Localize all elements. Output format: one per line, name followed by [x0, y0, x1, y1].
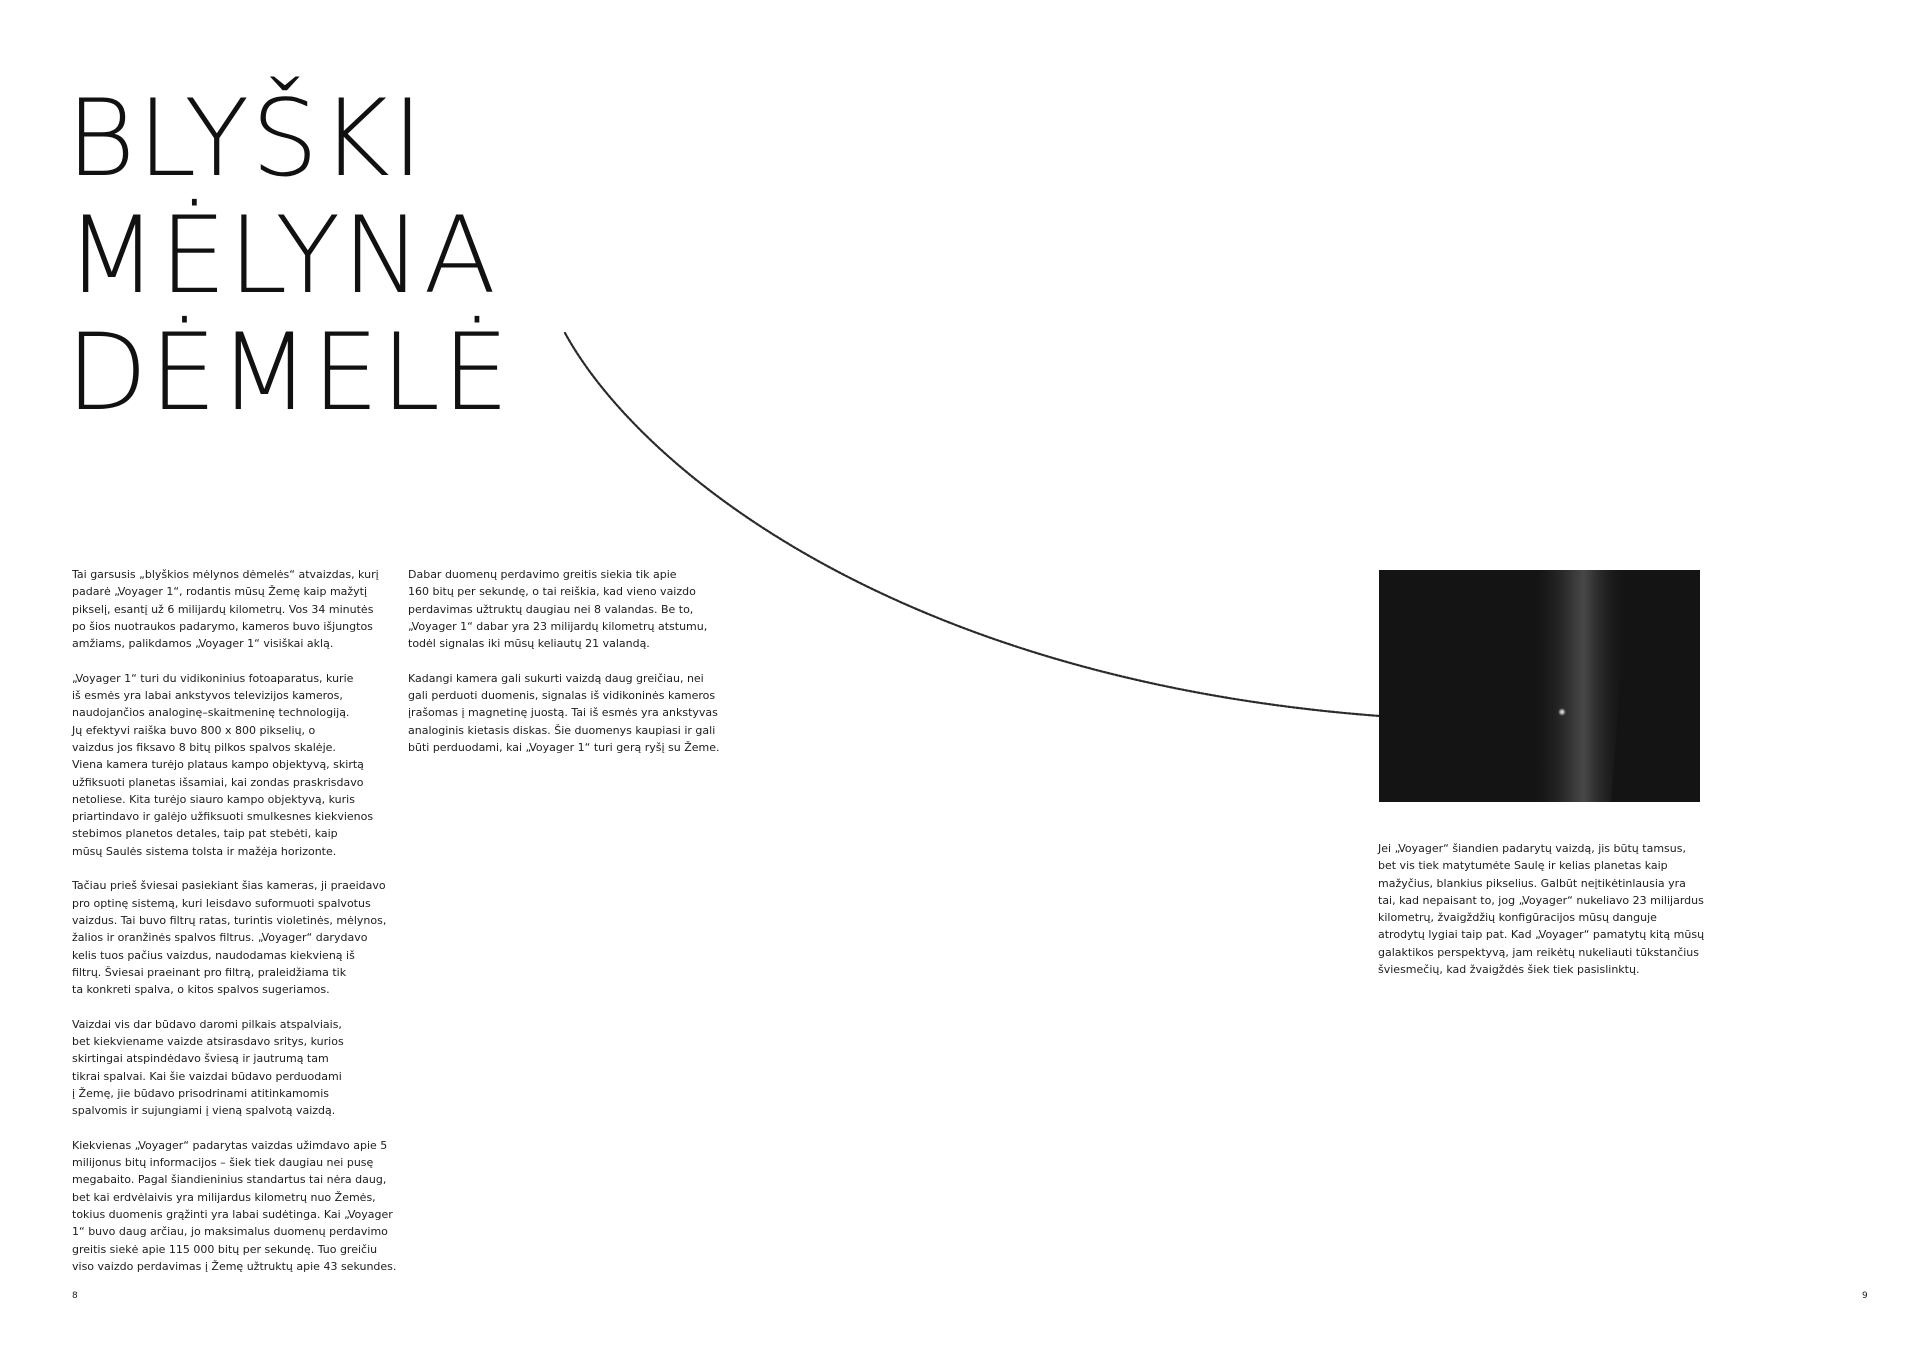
paragraph: Jei „Voyager“ šiandien padarytų vaizdą, jis būtų tamsus, bet vis tiek matytumėte Saulę ir kelias planetas kaip mažyčius, blankius pikselius. Galbūt neįtikėtinlausia yra tai, kad nepaisant to, jog „Voyager“ nukeliavo 23 milijardus kilometrų, žvaigždžių konfigūracijos mūsų danguje atrodytų lygiai taip pat. Kad „Voyager“ pamatytų kitą mūsų galaktikos perspektyvą, jam reikėtų nukeliauti tūkstančius šviesmečių, kad žvaigždės šiek tiek pasislinktų. — [1378, 842, 1705, 977]
paragraph: Tai garsusis „blyškios mėlynos dėmelės“ atvaizdas, kurį padarė „Voyager 1“, rodantis mūsų Žemę kaip mažytį pikselį, esantį už 6 milijardų kilometrų. Vos 34 minutės po šios nuotraukos padarymo, kameros buvo išjungtos amžiams, palikdamos „Voyager 1“ visiškai aklą. — [72, 568, 379, 651]
paragraph: Tačiau prieš šviesai pasiekiant šias kameras, ji praeidavo pro optinę sistemą, kuri leisdavo suformuoti spalvotus vaizdus. Tai buvo filtrų ratas, turintis violetinės, mėlynos, žalios ir oranžinės spalvos filtrus. „Voyager“ darydavo kelis tuos pačius vaizdus, naudodamas kiekvieną iš filtrų. Šviesai praeinant pro filtrą, praleidžiama tik ta konkreti spalva, o kitos spalvos sugeriamos. — [72, 879, 387, 997]
title-line-2: MĖLYNA — [66, 194, 498, 317]
paragraph: Kiekvienas „Voyager“ padarytas vaizdas užimdavo apie 5 milijonus bitų informacijos – šiek tiek daugiau nei pusę megabaito. Pagal šiandieninius standartus tai nėra daug, bet kai erdvėlaivis yra milijardus kilometrų nuo Žemės, tokius duomenis grąžinti yra labai sudėtinga. Kai „Voyager 1“ buvo daug arčiau, jo maksimalus duomenų perdavimo greitis siekė apie 115 000 bitų per sekundę. Tuo greičiu viso vaizdo perdavimas į Žemę užtruktų apie 43 sekundes. — [72, 1138, 397, 1273]
paragraph: „Voyager 1“ turi du vidikoninius fotoaparatus, kurie iš esmės yra labai ankstyvos televizijos kameros, naudojančios analoginę–skaitmeninę technologiją. Jų efektyvi raiška buvo 800 x 800 pikselių, o vaizdus jos fiksavo 8 bitų pilkos spalvos skalėje. Viena kamera turėjo plataus kampo objektyvą, skirtą užfiksuoti planetas išsamiai, kai zondas praskrisdavo netoliese. Kita turėjo siauro kampo objektyvą, kuris priartindavo ir galėjo užfiksuoti smulkesnes kiekvienos stebimos planetos detales, taip pat stebėti, kaip mūsų Saulės sistema tolsta ir mažėja horizonte. — [72, 671, 374, 858]
paragraph: Vaizdai vis dar būdavo daromi pilkais atspalviais, bet kiekviename vaizde atsirasdavo sritys, kurios skirtingai atspindėdavo šviesą ir jautrumą tam tikrai spalvai. Kai šie vaizdai būdavo perduodami į Žemę, jie būdavo prisodrinami atitinkamomis spalvomis ir sujungiami į vieną spalvotą vaizdą. — [72, 1017, 344, 1118]
paragraph: Dabar duomenų perdavimo greitis siekia tik apie 160 bitų per sekundę, o tai reiškia, kad vieno vaizdo perdavimas užtruktų daugiau nei 8 valandas. Be to, „Voyager 1“ dabar yra 23 milijardų kilometrų atstumu, todėl signalas iki mūsų keliautų 21 valandą. — [408, 568, 708, 651]
earth-dot — [1558, 708, 1566, 716]
text-column-left — [72, 566, 402, 1292]
text-column-middle — [408, 566, 738, 774]
page-title — [66, 77, 512, 434]
page-number-right: 9 — [1862, 1291, 1868, 1301]
title-line-1: BLYŠKI — [66, 77, 426, 200]
text-column-right — [1378, 840, 1708, 996]
paragraph: Kadangi kamera gali sukurti vaizdą daug greičiau, nei gali perduoti duomenis, signalas iš vidikoninės kameros įrašomas į magnetinę juostą. Tai iš esmės yra ankstyvas analoginis kietasis diskas. Šie duomenys kaupiasi ir gali būti perduodami, kai „Voyager 1“ turi gerą ryšį su Žeme. — [408, 671, 720, 754]
pale-blue-dot-photo — [1379, 570, 1700, 802]
title-line-3: DĖMELĖ — [66, 311, 512, 434]
page-number-left: 8 — [72, 1291, 78, 1301]
